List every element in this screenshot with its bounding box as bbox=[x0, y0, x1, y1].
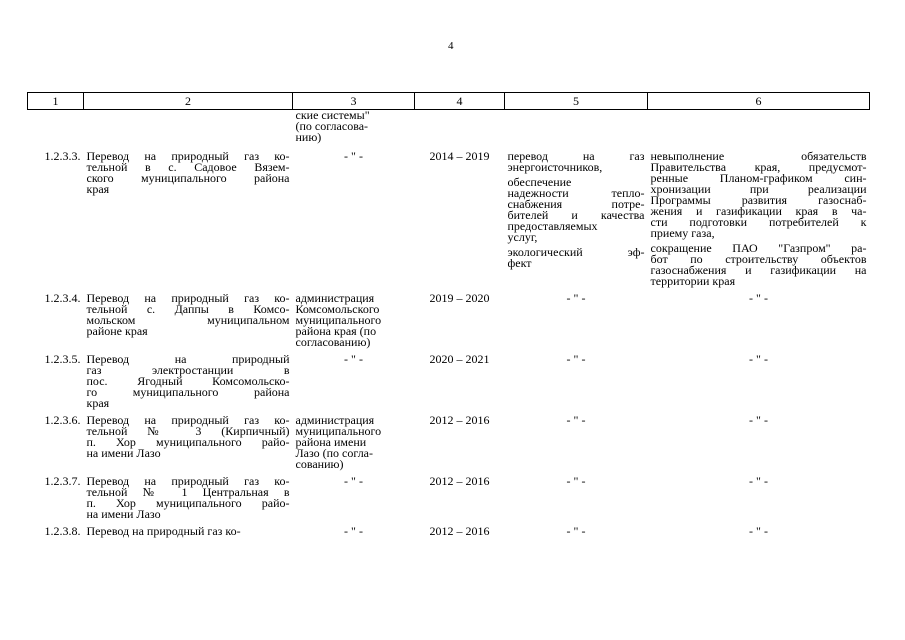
item-number: 1.2.3.5. bbox=[44, 352, 81, 366]
item-number: 1.2.3.4. bbox=[44, 291, 81, 305]
item-executor: - " - bbox=[344, 352, 363, 366]
header-col-1: 1 bbox=[28, 93, 84, 110]
item-results: - " - bbox=[566, 291, 586, 305]
item-period: 2019 – 2020 bbox=[429, 291, 490, 305]
item-period: 2012 – 2016 bbox=[429, 413, 490, 427]
item-name: Перевод на природный газ электростанции в пос. Ягодный Комсомольско- го муниципального района края bbox=[86, 352, 290, 410]
item-period: 2012 – 2016 bbox=[429, 474, 490, 488]
item-executor: администрация муниципального района имени Лазо (по согла- сованию) bbox=[295, 413, 382, 471]
item-period: 2014 – 2019 bbox=[429, 149, 490, 163]
item-name: Перевод на природный газ ко- тельной в с. Садовое Вязем- ского муниципального района края bbox=[86, 149, 290, 196]
item-number: 1.2.3.8. bbox=[44, 524, 81, 538]
result-paragraph: перевод на газ энергоисточников, bbox=[507, 149, 645, 174]
table-row bbox=[28, 409, 870, 470]
item-consequences: - " - bbox=[749, 291, 768, 305]
result-paragraph: экологический эф- фект bbox=[507, 245, 645, 270]
item-number: 1.2.3.7. bbox=[44, 474, 81, 488]
table-row bbox=[28, 520, 870, 537]
header-col-6: 6 bbox=[648, 93, 870, 110]
item-executor: - " - bbox=[344, 524, 363, 538]
table-row bbox=[28, 470, 870, 520]
item-executor: - " - bbox=[344, 474, 363, 488]
header-col-2: 2 bbox=[84, 93, 293, 110]
page-number: 4 bbox=[448, 40, 454, 52]
item-results bbox=[505, 143, 648, 287]
table-row bbox=[28, 143, 870, 287]
header-col-4: 4 bbox=[415, 93, 505, 110]
consequence-paragraph: невыполнение обязательств Правительства края, предусмот- ренные Планом-графиком син- хронизации при реализации Программы развития газоснаб- жения и газификации края в ча- сти подготовки потребителей к приему газа, bbox=[650, 149, 867, 240]
item-executor: - " - bbox=[344, 149, 363, 163]
table-row bbox=[28, 348, 870, 409]
item-consequences: - " - bbox=[749, 524, 768, 538]
item-results: - " - bbox=[566, 352, 586, 366]
item-period: 2012 – 2016 bbox=[429, 524, 490, 538]
table-row bbox=[28, 287, 870, 348]
header-col-5: 5 bbox=[505, 93, 648, 110]
item-name: Перевод на природный газ ко- тельной № 1 Центральная в п. Хор муниципального райо- на имени Лазо bbox=[86, 474, 290, 521]
item-name: Перевод на природный газ ко- bbox=[86, 524, 241, 538]
item-results: - " - bbox=[566, 474, 586, 488]
item-results: - " - bbox=[566, 524, 586, 538]
continuation-executor: ские системы" (по согласова- нию) bbox=[295, 108, 370, 144]
item-results: - " - bbox=[566, 413, 586, 427]
item-consequences: - " - bbox=[749, 413, 768, 427]
table-header bbox=[28, 93, 870, 110]
item-consequences: - " - bbox=[749, 352, 768, 366]
header-col-3: 3 bbox=[293, 93, 415, 110]
continuation-row bbox=[28, 110, 870, 144]
measures-table bbox=[27, 92, 870, 537]
item-consequences bbox=[648, 143, 870, 287]
item-period: 2020 – 2021 bbox=[429, 352, 490, 366]
item-number: 1.2.3.3. bbox=[44, 149, 81, 163]
item-number: 1.2.3.6. bbox=[44, 413, 81, 427]
result-paragraph: обеспечение надежности тепло- снабжения потре- бителей и качества предоставляемых услуг, bbox=[507, 175, 645, 244]
item-name: Перевод на природный газ ко- тельной № 3 (Кирпичный) п. Хор муниципального райо- на имени Лазо bbox=[86, 413, 290, 460]
item-executor: администрация Комсомольского муниципального района края (по согласованию) bbox=[295, 291, 382, 349]
item-name: Перевод на природный газ ко- тельной с. Даппы в Комсо- мольском муниципальном районе края bbox=[86, 291, 290, 338]
item-consequences: - " - bbox=[749, 474, 768, 488]
consequence-paragraph: сокращение ПАО "Газпром" ра- бот по строительству объектов газоснабжения и газификации на территории края bbox=[650, 241, 867, 288]
